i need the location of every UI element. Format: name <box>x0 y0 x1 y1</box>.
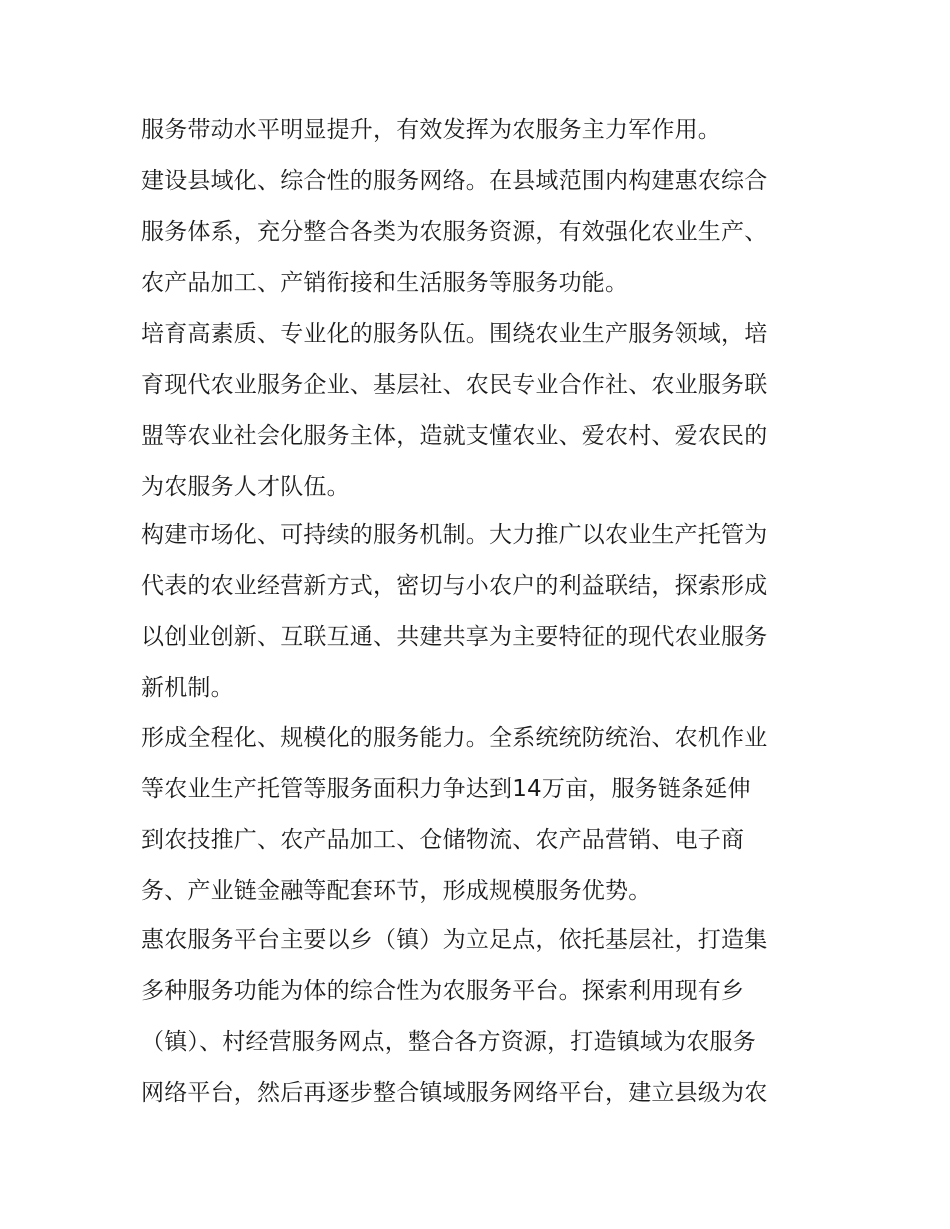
text-line: 新机制。 <box>141 675 234 701</box>
text-line: 等农业生产托管等服务面积力争达到14万亩，服务链条延伸 <box>141 776 751 802</box>
text-line: 到农技推广、农产品加工、仓储物流、农产品营销、电子商 <box>141 827 745 853</box>
text-line: 形成全程化、规模化的服务能力。全系统统防统治、农机作业 <box>141 725 768 751</box>
text-line: 盟等农业社会化服务主体，造就支懂农业、爱农村、爱农民的 <box>141 423 768 449</box>
text-line: 培育高素质、专业化的服务队伍。围绕农业生产服务领域，培 <box>141 321 768 347</box>
text-line: 务、产业链金融等配套环节，形成规模服务优势。 <box>141 878 652 904</box>
text-line: 构建市场化、可持续的服务机制。大力推广以农业生产托管为 <box>141 522 768 548</box>
text-line: 以创业创新、互联互通、共建共享为主要特征的现代农业服务 <box>141 624 768 650</box>
text-line: 多种服务功能为体的综合性为农服务平台。探索利用现有乡 <box>141 978 745 1004</box>
text-line: 网络平台，然后再逐步整合镇域服务网络平台，建立县级为农 <box>141 1080 768 1106</box>
text-line: 服务体系，充分整合各类为农服务资源，有效强化农业生产、 <box>141 219 768 245</box>
text-line: 代表的农业经营新方式，密切与小农户的利益联结，探索形成 <box>141 573 768 599</box>
text-line: 建设县域化、综合性的服务网络。在县域范围内构建惠农综合 <box>141 168 768 194</box>
text-line: 育现代农业服务企业、基层社、农民专业合作社、农业服务联 <box>141 372 768 398</box>
text-line: 服务带动水平明显提升，有效发挥为农服务主力军作用。 <box>141 117 721 143</box>
text-line: （镇）、村经营服务网点，整合各方资源，打造镇域为农服务 <box>141 1029 756 1055</box>
text-line: 为农服务人才队伍。 <box>141 474 350 500</box>
text-line: 惠农服务平台主要以乡（镇）为立足点，依托基层社，打造集 <box>141 927 768 953</box>
text-line: 农产品加工、产销衔接和生活服务等服务功能。 <box>141 270 629 296</box>
